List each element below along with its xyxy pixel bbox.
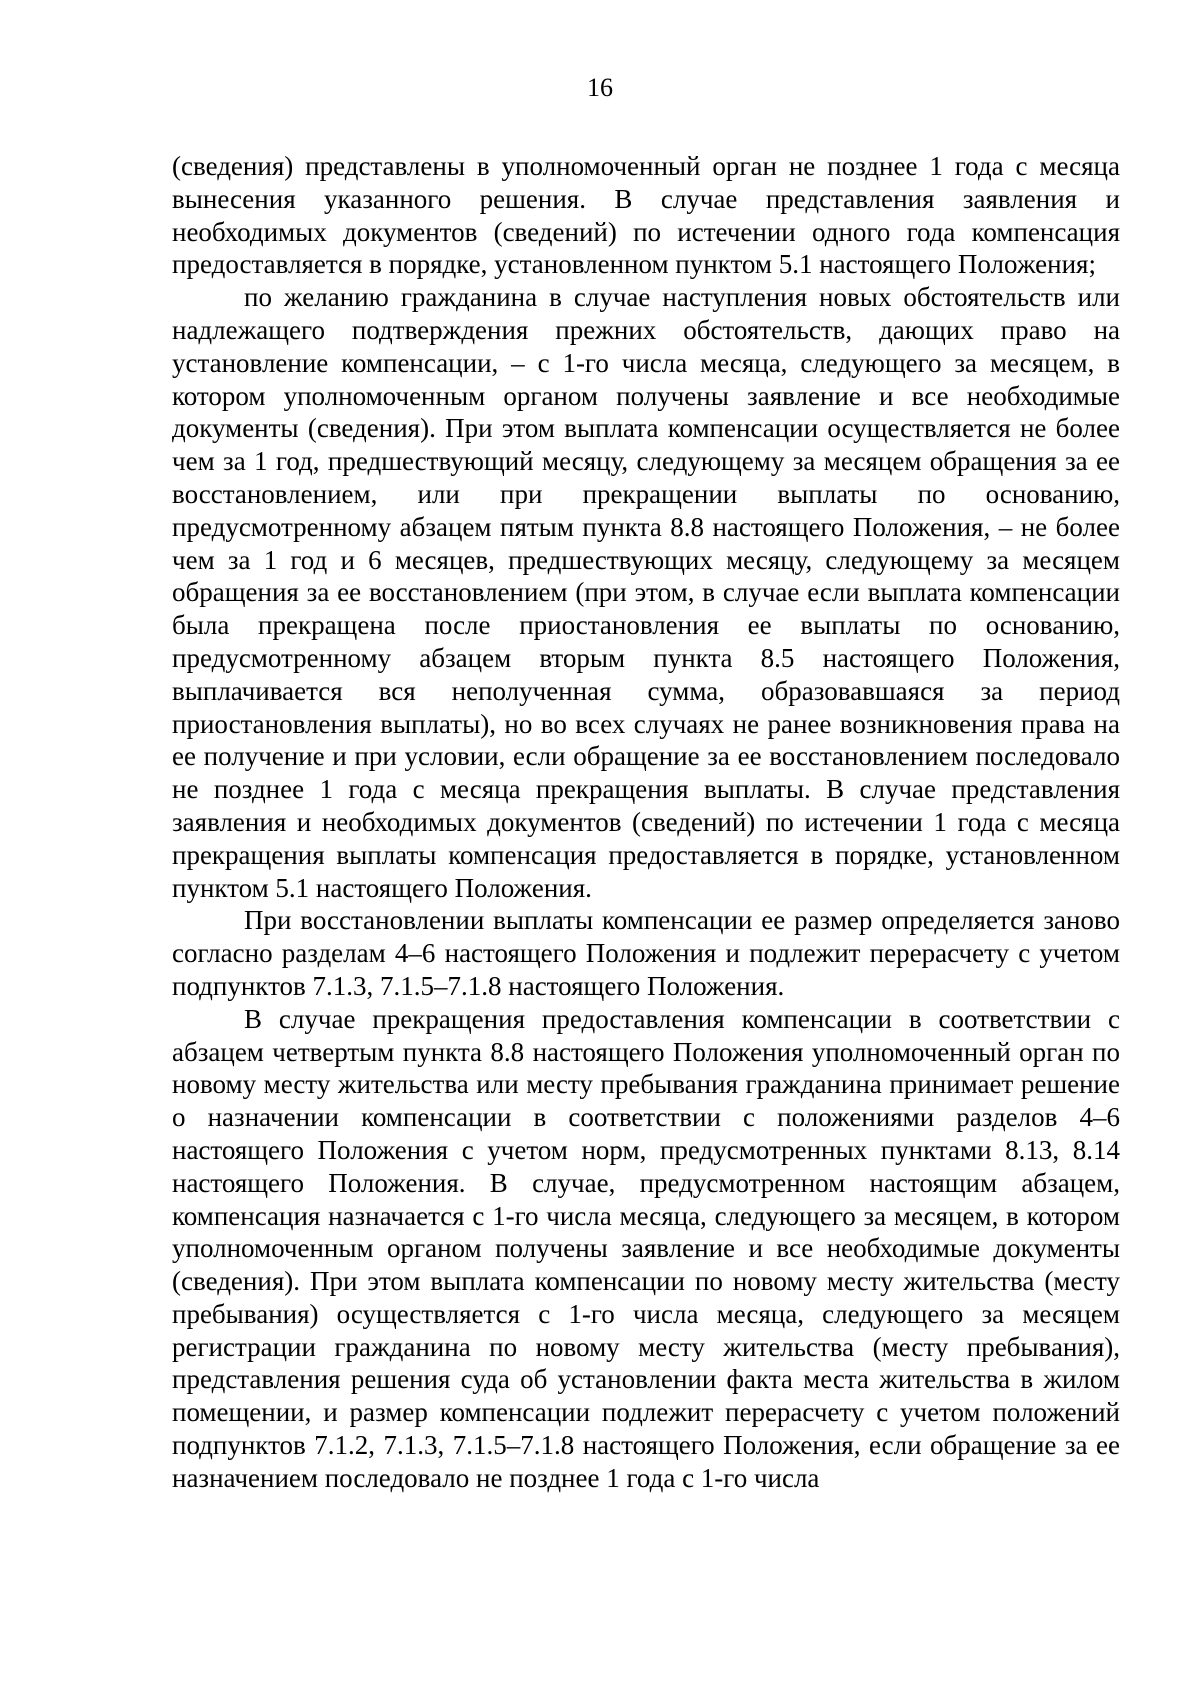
paragraph-4: В случае прекращения предоставления компенсации в соответствии с абзацем четвертым пункта 8.8 настоящего Положения уполномоченный орган по новому месту жительства или месту пребывания гражданина принимает решение о назначении компенсации в соответствии с положениями разделов 4–6 настоящего Положения с учетом норм, предусмотренных пунктами 8.13, 8.14 настоящего Положения. В случае, предусмотренном настоящим абзацем, компенсация назначается с 1-го числа месяца, следующего за месяцем, в котором уполномоченным органом получены заявление и все необходимые документы (сведения). При этом выплата компенсации по новому месту жительства (месту пребывания) осуществляется с 1-го числа месяца, следующего за месяцем регистрации гражданина по новому месту жительства (месту пребывания), представления решения суда об установлении факта места жительства в жилом помещении, и размер компенсации подлежит перерасчету с учетом положений подпунктов 7.1.2, 7.1.3, 7.1.5–7.1.8 настоящего Положения, если обращение за ее назначением последовало не позднее 1 года с 1-го числа [172, 1003, 1120, 1493]
page-number: 16 [587, 73, 613, 102]
paragraph-1: (сведения) представлены в уполномоченный орган не позднее 1 года с месяца вынесения указанного решения. В случае представления заявления и необходимых документов (сведений) по истечении одного года компенсация предоставляется в порядке, установленном пунктом 5.1 настоящего Положения; [172, 151, 1120, 280]
paragraph-2: по желанию гражданина в случае наступления новых обстоятельств или надлежащего подтверждения прежних обстоятельств, дающих право на установление компенсации, – с 1-го числа месяца, следующего за месяцем, в котором уполномоченным органом получены заявление и все необходимые документы (сведения). При этом выплата компенсации осуществляется не более чем за 1 год, предшествующий месяцу, следующему за месяцем обращения за ее восстановлением, или при прекращении выплаты по основанию, предусмотренному абзацем пятым пункта 8.8 настоящего Положения, – не более чем за 1 год и 6 месяцев, предшествующих месяцу, следующему за месяцем обращения за ее восстановлением (при этом, в случае если выплата компенсации была прекращена после приостановления ее выплаты по основанию, предусмотренному абзацем вторым пункта 8.5 настоящего Положения, выплачивается вся неполученная сумма, образовавшаяся за период приостановления выплаты), но во всех случаях не ранее возникновения права на ее получение и при условии, если обращение за ее восстановлением последовало не позднее 1 года с месяца прекращения выплаты. В случае представления заявления и необходимых документов (сведений) по истечении 1 года с месяца прекращения выплаты компенсация предоставляется в порядке, установленном пунктом 5.1 настоящего Положения. [172, 282, 1120, 903]
paragraph-3: При восстановлении выплаты компенсации ее размер определяется заново согласно разделам 4–6 настоящего Положения и подлежит перерасчету с учетом подпунктов 7.1.3, 7.1.5–7.1.8 настоящего Положения. [172, 905, 1120, 1001]
document-body [172, 150, 1120, 1495]
